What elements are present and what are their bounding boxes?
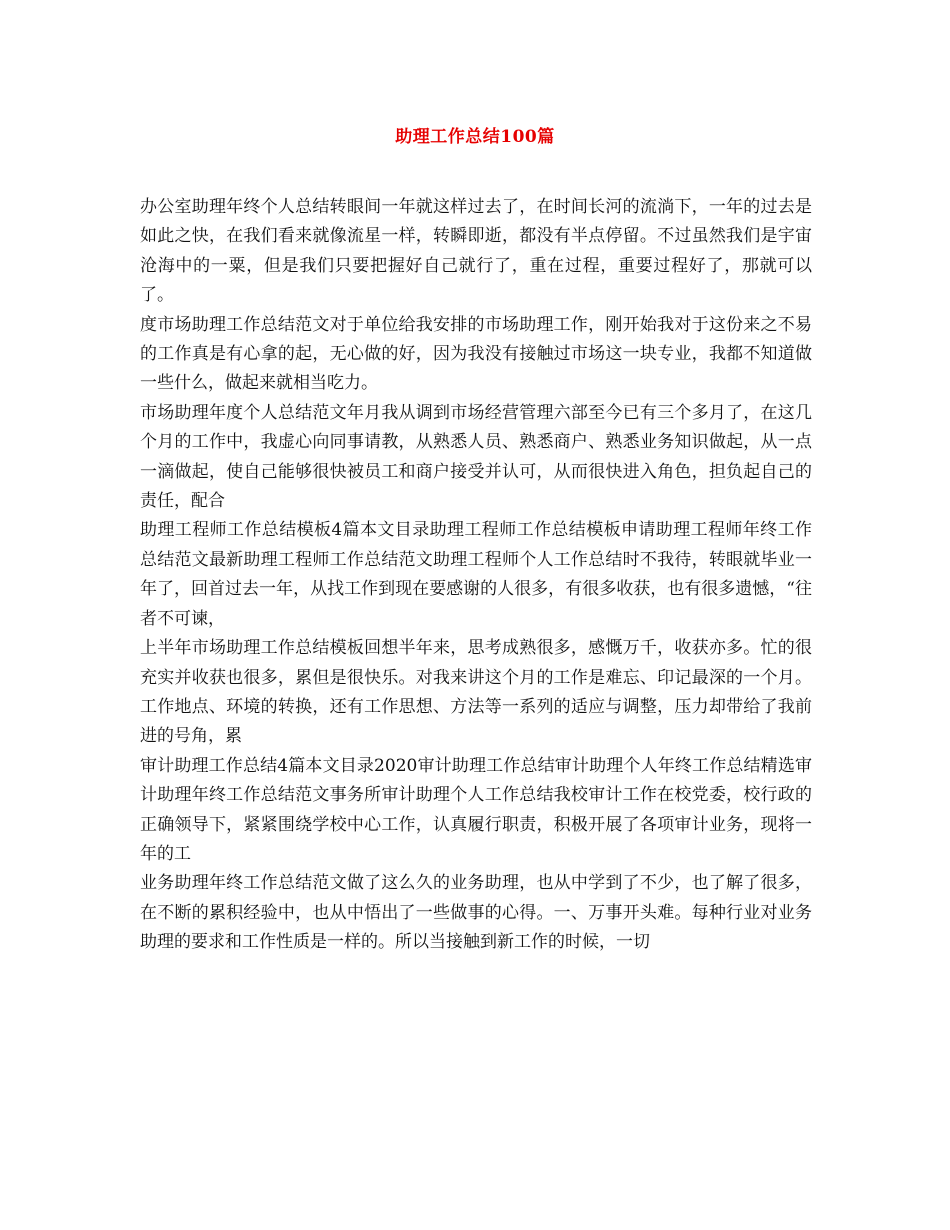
paragraph: 上半年市场助理工作总结模板回想半年来，思考成熟很多，感慨万千，收获亦多。忙的很充实并收获也很多，累但是很快乐。对我来讲这个月的工作是难忘、印记最深的一个月。工作地点、环境的转换，还有工作思想、方法等一系列的适应与调整，压力却带给了我前进的号角，累: [140, 638, 812, 747]
document-body: [140, 193, 812, 958]
document-title: 助理工作总结100篇: [395, 127, 555, 147]
paragraph: 业务助理年终工作总结范文做了这么久的业务助理，也从中学到了不少，也了解了很多，在不断的累积经验中，也从中悟出了一些做事的心得。一、万事开头难。每种行业对业务助理的要求和工作性质是一样的。所以当接触到新工作的时候，一切: [140, 873, 812, 953]
paragraph: 办公室助理年终个人总结转眼间一年就这样过去了，在时间长河的流淌下，一年的过去是如此之快，在我们看来就像流星一样，转瞬即逝，都没有半点停留。不过虽然我们是宇宙沧海中的一粟，但是我们只要把握好自己就行了，重在过程，重要过程好了，那就可以了。: [140, 197, 812, 306]
paragraph: 助理工程师工作总结模板4篇本文目录助理工程师工作总结模板申请助理工程师年终工作总结范文最新助理工程师工作总结范文助理工程师个人工作总结时不我待，转眼就毕业一年了，回首过去一年，从找工作到现在要感谢的人很多，有很多收获，也有很多遗憾，“往者不可谏，: [140, 520, 812, 629]
paragraph: 市场助理年度个人总结范文年月我从调到市场经营管理六部至今已有三个多月了，在这几个月的工作中，我虚心向同事请教，从熟悉人员、熟悉商户、熟悉业务知识做起，从一点一滴做起，使自己能够很快被员工和商户接受并认可，从而很快进入角色，担负起自己的责任，配合: [140, 402, 812, 512]
paragraph: 度市场助理工作总结范文对于单位给我安排的市场助理工作，刚开始我对于这份来之不易的工作真是有心拿的起，无心做的好，因为我没有接触过市场这一块专业，我都不知道做一些什么，做起来就相当吃力。: [140, 314, 812, 394]
paragraph: 审计助理工作总结4篇本文目录2020审计助理工作总结审计助理个人年终工作总结精选审计助理年终工作总结范文事务所审计助理个人工作总结我校审计工作在校党委，校行政的正确领导下，紧紧围绕学校中心工作，认真履行职责，积极开展了各项审计业务，现将一年的工: [140, 755, 812, 864]
